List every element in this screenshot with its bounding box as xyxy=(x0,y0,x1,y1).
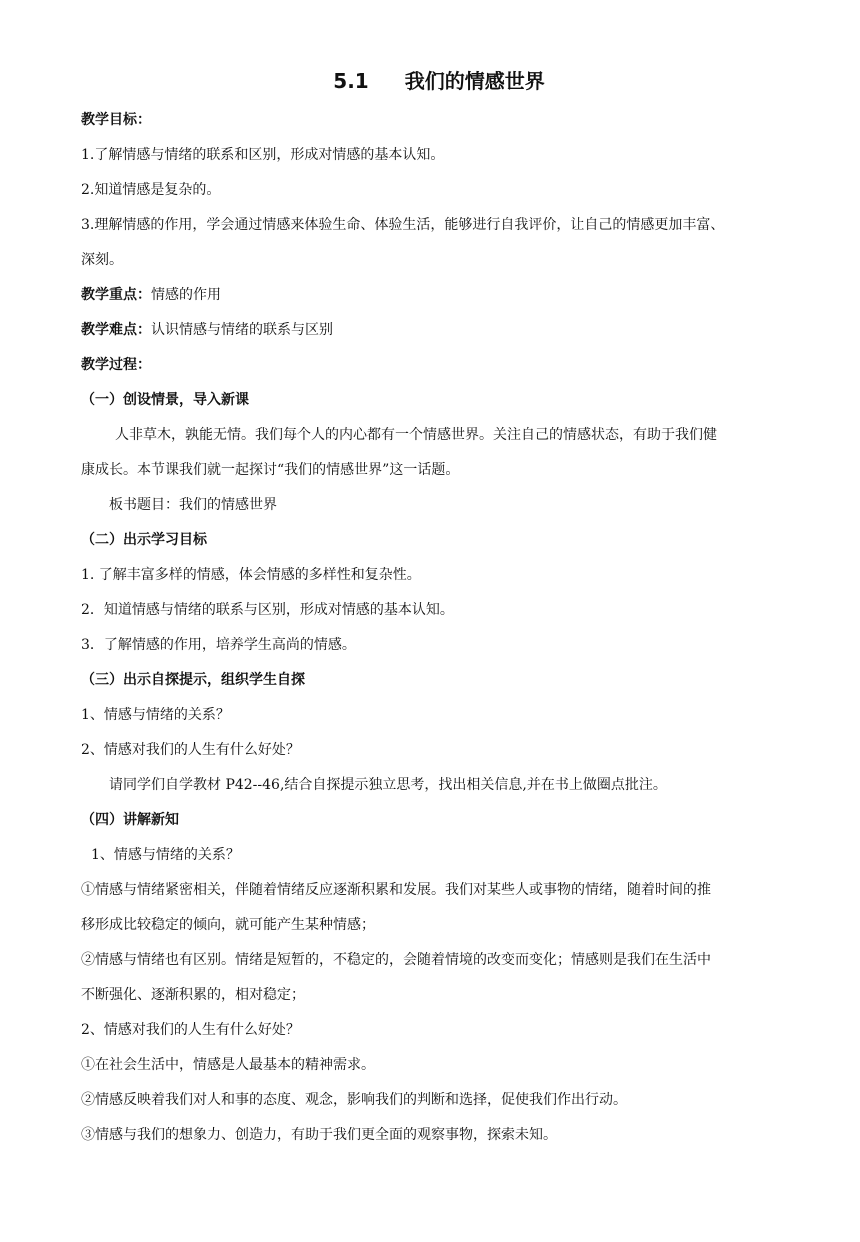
section-heading: （四）讲解新知 xyxy=(81,812,179,828)
difficulty-label: 教学难点： xyxy=(81,322,151,338)
paragraph-line: ①情感与情绪紧密相关，伴随着情绪反应逐渐积累和发展。我们对某些人或事物的情绪，随着时间的推 xyxy=(81,882,711,898)
question-line: 2、情感对我们的人生有什么好处？ xyxy=(81,1022,300,1038)
difficulty-value: 认识情感与情绪的联系与区别 xyxy=(151,322,333,338)
list-item: 3．了解情感的作用，培养学生高尚的情感。 xyxy=(81,637,356,653)
paragraph-line: ②情感与情绪也有区别。情绪是短暂的，不稳定的，会随着情境的改变而变化；情感则是我们在生活中 xyxy=(81,952,711,968)
list-item: 1、情感与情绪的关系？ xyxy=(81,707,230,723)
document-body xyxy=(81,103,801,1153)
list-item: 2．知道情感与情绪的联系与区别，形成对情感的基本认知。 xyxy=(81,602,454,618)
section-heading: （三）出示自探提示，组织学生自探 xyxy=(81,672,305,688)
paragraph-line: ②情感反映着我们对人和事的态度、观念，影响我们的判断和选择，促使我们作出行动。 xyxy=(81,1092,627,1108)
paragraph-line: 移形成比较稳定的倾向，就可能产生某种情感； xyxy=(81,917,375,933)
section-heading: （一）创设情景，导入新课 xyxy=(81,392,249,408)
key-point-label: 教学重点： xyxy=(81,287,151,303)
paragraph-line: ③情感与我们的想象力、创造力，有助于我们更全面的观察事物，探索未知。 xyxy=(81,1127,557,1143)
title-text: 我们的情感世界 xyxy=(404,69,545,93)
paragraph-line: 不断强化、逐渐积累的，相对稳定； xyxy=(81,987,305,1003)
section-heading: （二）出示学习目标 xyxy=(81,532,207,548)
objective-line: 1.了解情感与情绪的联系和区别，形成对情感的基本认知。 xyxy=(81,147,445,163)
paragraph-line: 人非草木，孰能无情。我们每个人的内心都有一个情感世界。关注自己的情感状态，有助于我们健 xyxy=(115,427,717,443)
objectives-heading: 教学目标： xyxy=(81,112,151,128)
key-point-line xyxy=(81,278,801,313)
objective-line: 2.知道情感是复杂的。 xyxy=(81,182,221,198)
key-point-value: 情感的作用 xyxy=(151,287,221,303)
board-title-line: 板书题目：我们的情感世界 xyxy=(109,497,277,513)
question-line: 1、情感与情绪的关系？ xyxy=(91,847,240,863)
paragraph-line: 请同学们自学教材 P42--46,结合自探提示独立思考，找出相关信息,并在书上做圈点批注。 xyxy=(109,777,667,793)
difficulty-line xyxy=(81,313,801,348)
list-item: 1. 了解丰富多样的情感，体会情感的多样性和复杂性。 xyxy=(81,567,421,583)
title-number: 5.1 xyxy=(333,69,369,93)
page-title xyxy=(0,66,860,96)
paragraph-line: ①在社会生活中，情感是人最基本的精神需求。 xyxy=(81,1057,375,1073)
paragraph-line: 康成长。本节课我们就一起探讨“我们的情感世界”这一话题。 xyxy=(81,462,460,478)
process-heading: 教学过程： xyxy=(81,357,151,373)
objective-line: 3.理解情感的作用，学会通过情感来体验生命、体验生活，能够进行自我评价，让自己的情感更加丰富、 xyxy=(81,217,725,233)
list-item: 2、情感对我们的人生有什么好处？ xyxy=(81,742,300,758)
objective-line: 深刻。 xyxy=(81,252,123,268)
